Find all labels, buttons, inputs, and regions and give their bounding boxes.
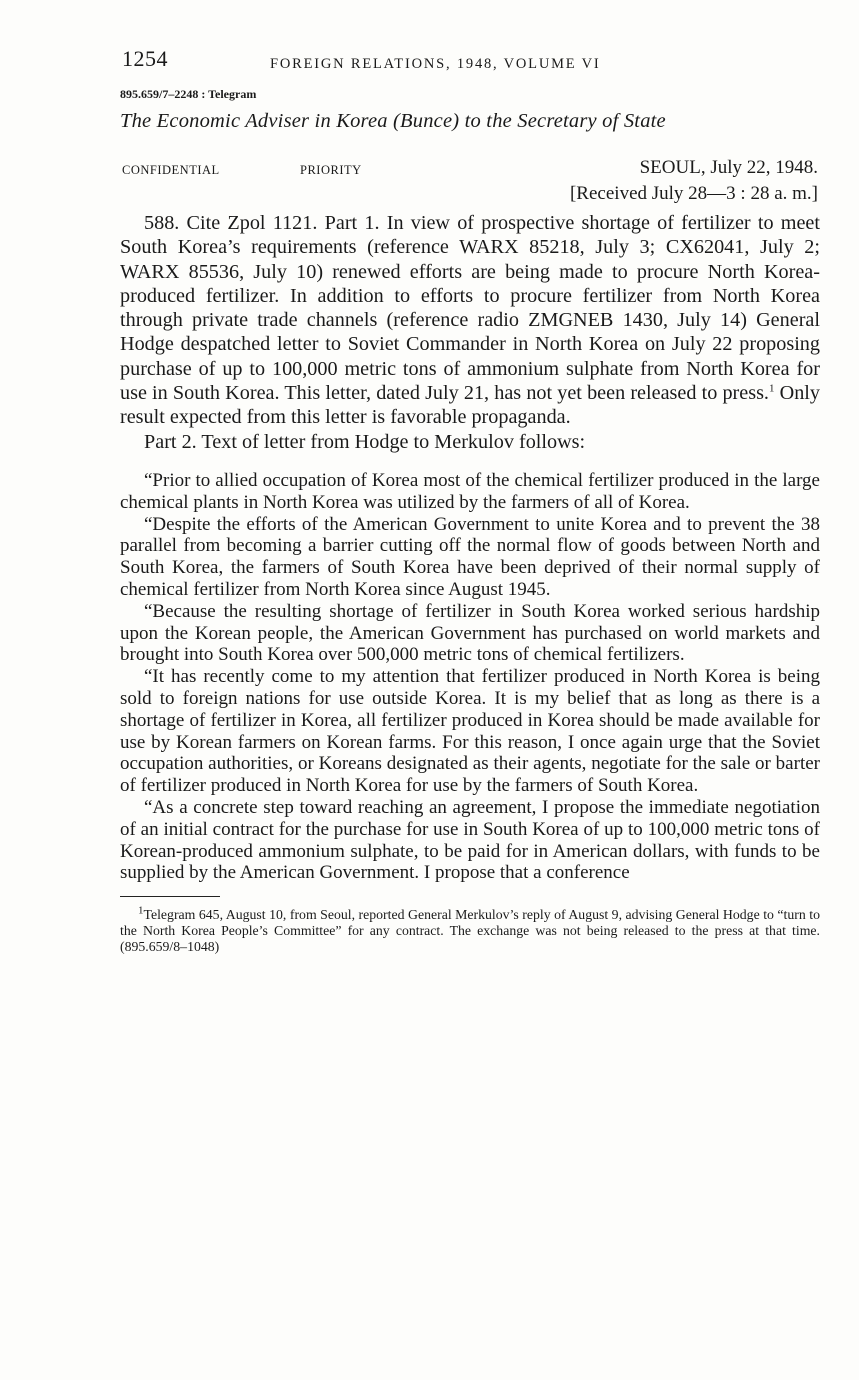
document-page <box>120 44 820 955</box>
footnote-text: Telegram 645, August 10, from Seoul, reported General Merkulov’s reply of August 9, advising General Hodge to “turn to the North Korea People’s Committee” for any contract. The exchange was not being released to the press at that time. (895.659/8–1048) <box>120 907 820 954</box>
telegram-header <box>120 159 820 211</box>
footnote-reference: 1 <box>768 382 775 395</box>
footnote-marker: 1 <box>138 904 144 917</box>
file-number: 895.659/7–2248 : Telegram <box>120 87 257 101</box>
classification-label: CONFIDENTIAL <box>122 163 220 177</box>
running-head <box>120 44 820 78</box>
paragraph-tail: Only result expected from this letter is favorable propaganda. <box>120 382 821 429</box>
letter-paragraph: “Because the resulting shortage of fertilizer in South Korea worked serious hardship upon the Korean people, the American Government has purchased on world markets and brought into South Korea over 500,000 metric tons of chemical fertilizers. <box>120 600 820 666</box>
letter-paragraph: “Prior to allied occupation of Korea most of the chemical fertilizer produced in the large chemical plants in North Korea was utilized by the farmers of all of Korea. <box>120 469 820 513</box>
paragraph-part-1 <box>120 211 820 430</box>
running-head-title: FOREIGN RELATIONS, 1948, VOLUME VI <box>270 56 601 72</box>
paragraph-part-2: Part 2. Text of letter from Hodge to Merkulov follows: <box>144 430 586 453</box>
footnote <box>120 904 820 954</box>
letter-paragraph: “As a concrete step toward reaching an agreement, I propose the immediate negotiation of an initial contract for the purchase for use in South Korea of up to 100,000 metric tons of Korean-produced ammonium sulphate, to be paid for in American dollars, with funds to be supplied by the American Government. I propose that a conference <box>120 796 820 884</box>
letter-paragraph: “It has recently come to my attention that fertilizer produced in North Korea is being sold to foreign nations for use outside Korea. It is my belief that as long as there is a shortage of fertilizer in Korea, all fertilizer produced in Korea should be made available for use by Korean farmers on Korean farms. For this reason, I once again urge that the Soviet occupation authorities, or Koreans designated as their agents, negotiate for the sale or barter of fertilizer produced in North Korea for use by the farmers of South Korea. <box>120 666 820 797</box>
letter-text <box>120 470 820 884</box>
paragraph-text: 588. Cite Zpol 1121. Part 1. In view of prospective shortage of fertilizer to meet South Korea’s requirements (reference WARX 85218, July 3; CX62041, July 2; WARX 85536, July 10) renewed efforts are being made to procure North Korea-produced fertilizer. In addition to efforts to procure fertilizer from North Korea through private trade channels (reference radio ZMGNEB 1430, July 14) General Hodge despatched letter to Soviet Commander in North Korea on July 22 proposing purchase of up to 100,000 metric tons of ammonium sulphate from North Korea for use in South Korea. This letter, dated July 21, has not yet been released to press. <box>120 212 820 405</box>
footnote-divider <box>120 896 220 897</box>
document-title: The Economic Adviser in Korea (Bunce) to the Secretary of State <box>120 110 666 132</box>
footnote-paragraph <box>120 904 820 954</box>
dateline: SEOUL, July 22, 1948. <box>639 157 818 178</box>
page-number: 1254 <box>122 46 168 71</box>
received-line: [Received July 28—3 : 28 a. m.] <box>569 183 818 204</box>
telegram-body <box>120 211 820 454</box>
letter-paragraph: “Despite the efforts of the American Government to unite Korea and to prevent the 38 parallel from becoming a barrier cutting off the normal flow of goods between North and South Korea, the farmers of South Korea have been deprived of their normal supply of chemical fertilizer from North Korea since August 1945. <box>120 513 820 600</box>
precedence-label: PRIORITY <box>300 163 362 177</box>
